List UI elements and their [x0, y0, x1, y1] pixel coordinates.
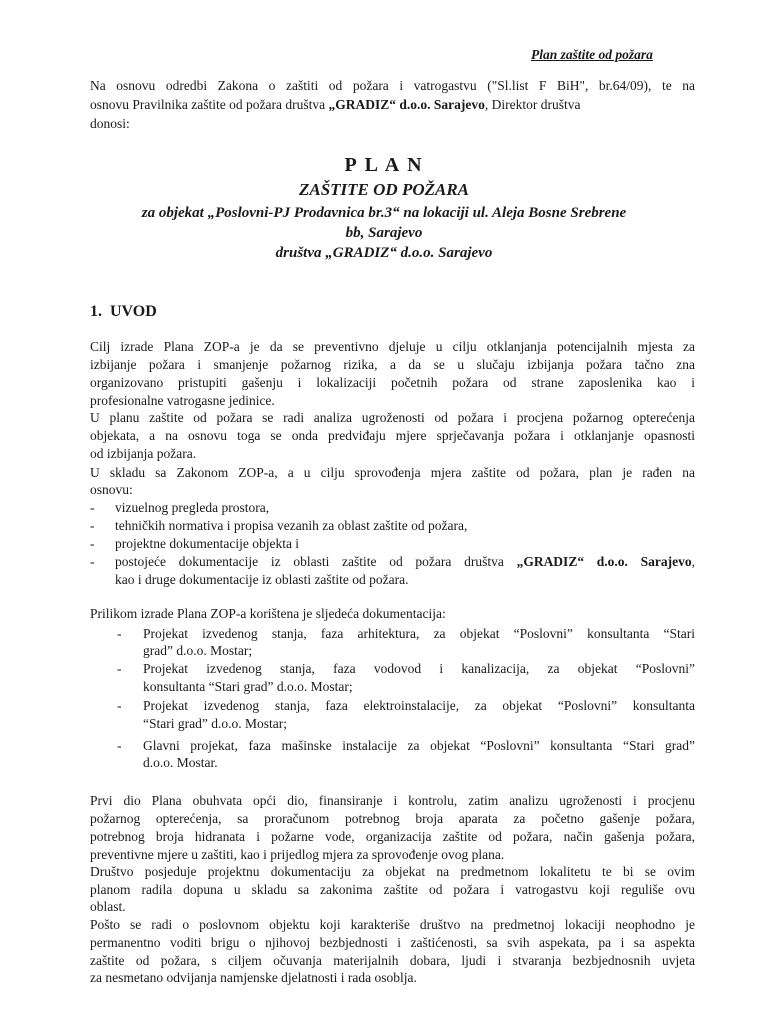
paragraph-line: Prvi dio Plana obuhvata opći dio, finansiranje i kontrolu, zatim analizu ugroženosti i procjenu — [90, 793, 695, 808]
document-title: P L A N — [344, 154, 424, 176]
paragraph-line: osnovu: — [90, 482, 133, 497]
paragraph-line: U planu zaštite od požara se radi analiza ugroženosti od požara i procjena požarnog opterećenja — [90, 410, 695, 425]
section-name: UVOD — [110, 303, 157, 320]
paragraph-line: za nesmetano odvijanja namjenske djelatnosti i rada osoblja. — [90, 970, 417, 985]
paragraph-line: organizovano pristupiti gašenju i lokalizaciji početnih požara od strane zaposlenika kao i — [90, 375, 695, 390]
intro-line: donosi: — [90, 116, 130, 131]
company-title: društva „GRADIZ“ d.o.o. Sarajevo — [275, 245, 493, 261]
object-title: bb, Sarajevo — [345, 225, 423, 241]
intro-line: osnovu Pravilnika zaštite od požara društva „GRADIZ“ d.o.o. Sarajevo, Direktor društva — [90, 97, 581, 112]
section-heading — [90, 303, 157, 321]
paragraph-line: oblast. — [90, 899, 126, 914]
paragraph-line: požarnog opterećenja, sa proračunom potrebnog broja aparata za početno gašenje požara, — [90, 811, 695, 826]
paragraph-line: Društvo posjeduje projektnu dokumentaciju za objekat na predmetnom lokalitetu te bi se ovim — [90, 864, 695, 879]
list-item: konsultanta “Stari grad” d.o.o. Mostar; — [143, 679, 353, 694]
paragraph-line: Pošto se radi o poslovnom objektu koji karakteriše društvo na predmetnoj lokaciji neophodno je — [90, 917, 695, 932]
list-item: vizuelnog pregleda prostora, — [115, 500, 270, 515]
list-bullet: - — [90, 518, 95, 533]
list-item: kao i druge dokumentacije iz oblasti zaštite od požara. — [115, 572, 409, 587]
paragraph-line: U skladu sa Zakonom ZOP-a, a u cilju sprovođenja mjera zaštite od požara, plan je rađen na — [90, 465, 695, 480]
list-item: grad” d.o.o. Mostar; — [143, 643, 253, 658]
paragraph-line: zaštite od požara, s ciljem očuvanja materijalnih dobara, ljudi i stvaranja bezbjednosnih uvjeta — [90, 953, 695, 968]
list-item: projektne dokumentacije objekta i — [115, 536, 300, 551]
list-bullet: - — [90, 536, 95, 551]
paragraph-line: izbijanje požara i smanjenje požarnog rizika, a da se u slučaju izbijanja požara tačno zna — [90, 357, 695, 372]
list-bullet: - — [117, 626, 122, 641]
list-item: postojeće dokumentacije iz oblasti zaštite od požara društva „GRADIZ“ d.o.o. Sarajevo, — [115, 554, 695, 569]
list-bullet: - — [117, 698, 122, 713]
list-bullet: - — [117, 661, 122, 676]
intro-line: Na osnovu odredbi Zakona o zaštiti od požara i vatrogastvu ("Sl.list F BiH", br.64/09), te na — [90, 78, 695, 93]
list-bullet: - — [117, 738, 122, 753]
list-bullet: - — [90, 500, 95, 515]
company-name: „GRADIZ“ d.o.o. Sarajevo — [328, 97, 485, 112]
document-subtitle: ZAŠTITE OD POŽARA — [298, 180, 470, 199]
list-bullet: - — [90, 554, 95, 569]
list-item: Projekat izvedenog stanja, faza arhitektura, za objekat “Poslovni” konsultanta “Stari — [143, 626, 695, 641]
paragraph-line: potrebnog broja hidranata i požarne vode, organizacija zaštite od požara, način gašenja požara, — [90, 829, 695, 844]
paragraph-line: Prilikom izrade Plana ZOP-a korištena je sljedeća dokumentacija: — [90, 606, 446, 621]
list-item: Projekat izvedenog stanja, faza vodovod i kanalizacija, za objekat “Poslovni” — [143, 661, 695, 676]
section-number: 1. — [90, 303, 102, 320]
list-item: Projekat izvedenog stanja, faza elektroinstalacije, za objekat “Poslovni” konsultanta — [143, 698, 695, 713]
paragraph-line: planom radila dopuna u skladu sa zakonima zaštite od požara i vatrogastvu koji reguliše ovu — [90, 882, 695, 897]
list-item: Glavni projekat, faza mašinske instalacije za objekat “Poslovni” konsultanta “Stari grad” — [143, 738, 695, 753]
paragraph-line: objekata, a na osnovu toga se onda predviđaju mjere sprječavanja požara i otklanjanje opasnosti — [90, 428, 695, 443]
paragraph-line: od izbijanja požara. — [90, 446, 197, 461]
list-item: d.o.o. Mostar. — [143, 755, 218, 770]
company-name: „GRADIZ“ d.o.o. Sarajevo — [516, 554, 692, 569]
list-item: “Stari grad” d.o.o. Mostar; — [143, 716, 287, 731]
paragraph-line: permanentno voditi brigu o njihovoj bezbjednosti i zaštićenosti, sa svih aspekata, pa i sa aspekta — [90, 935, 695, 950]
list-item: tehničkih normativa i propisa vezanih za oblast zaštite od požara, — [115, 518, 468, 533]
running-header: Plan zaštite od požara — [531, 47, 653, 62]
paragraph-line: preventivne mjere u zaštiti, kao i prijedlog mjera za sprovođenje ovog plana. — [90, 847, 505, 862]
object-title: za objekat „Poslovni-PJ Prodavnica br.3“ na lokaciji ul. Aleja Bosne Srebrene — [141, 205, 627, 221]
paragraph-line: Cilj izrade Plana ZOP-a je da se preventivno djeluje u cilju otklanjanja potencijalnih mjesta za — [90, 339, 695, 354]
paragraph-line: profesionalne vatrogasne jedinice. — [90, 393, 275, 408]
